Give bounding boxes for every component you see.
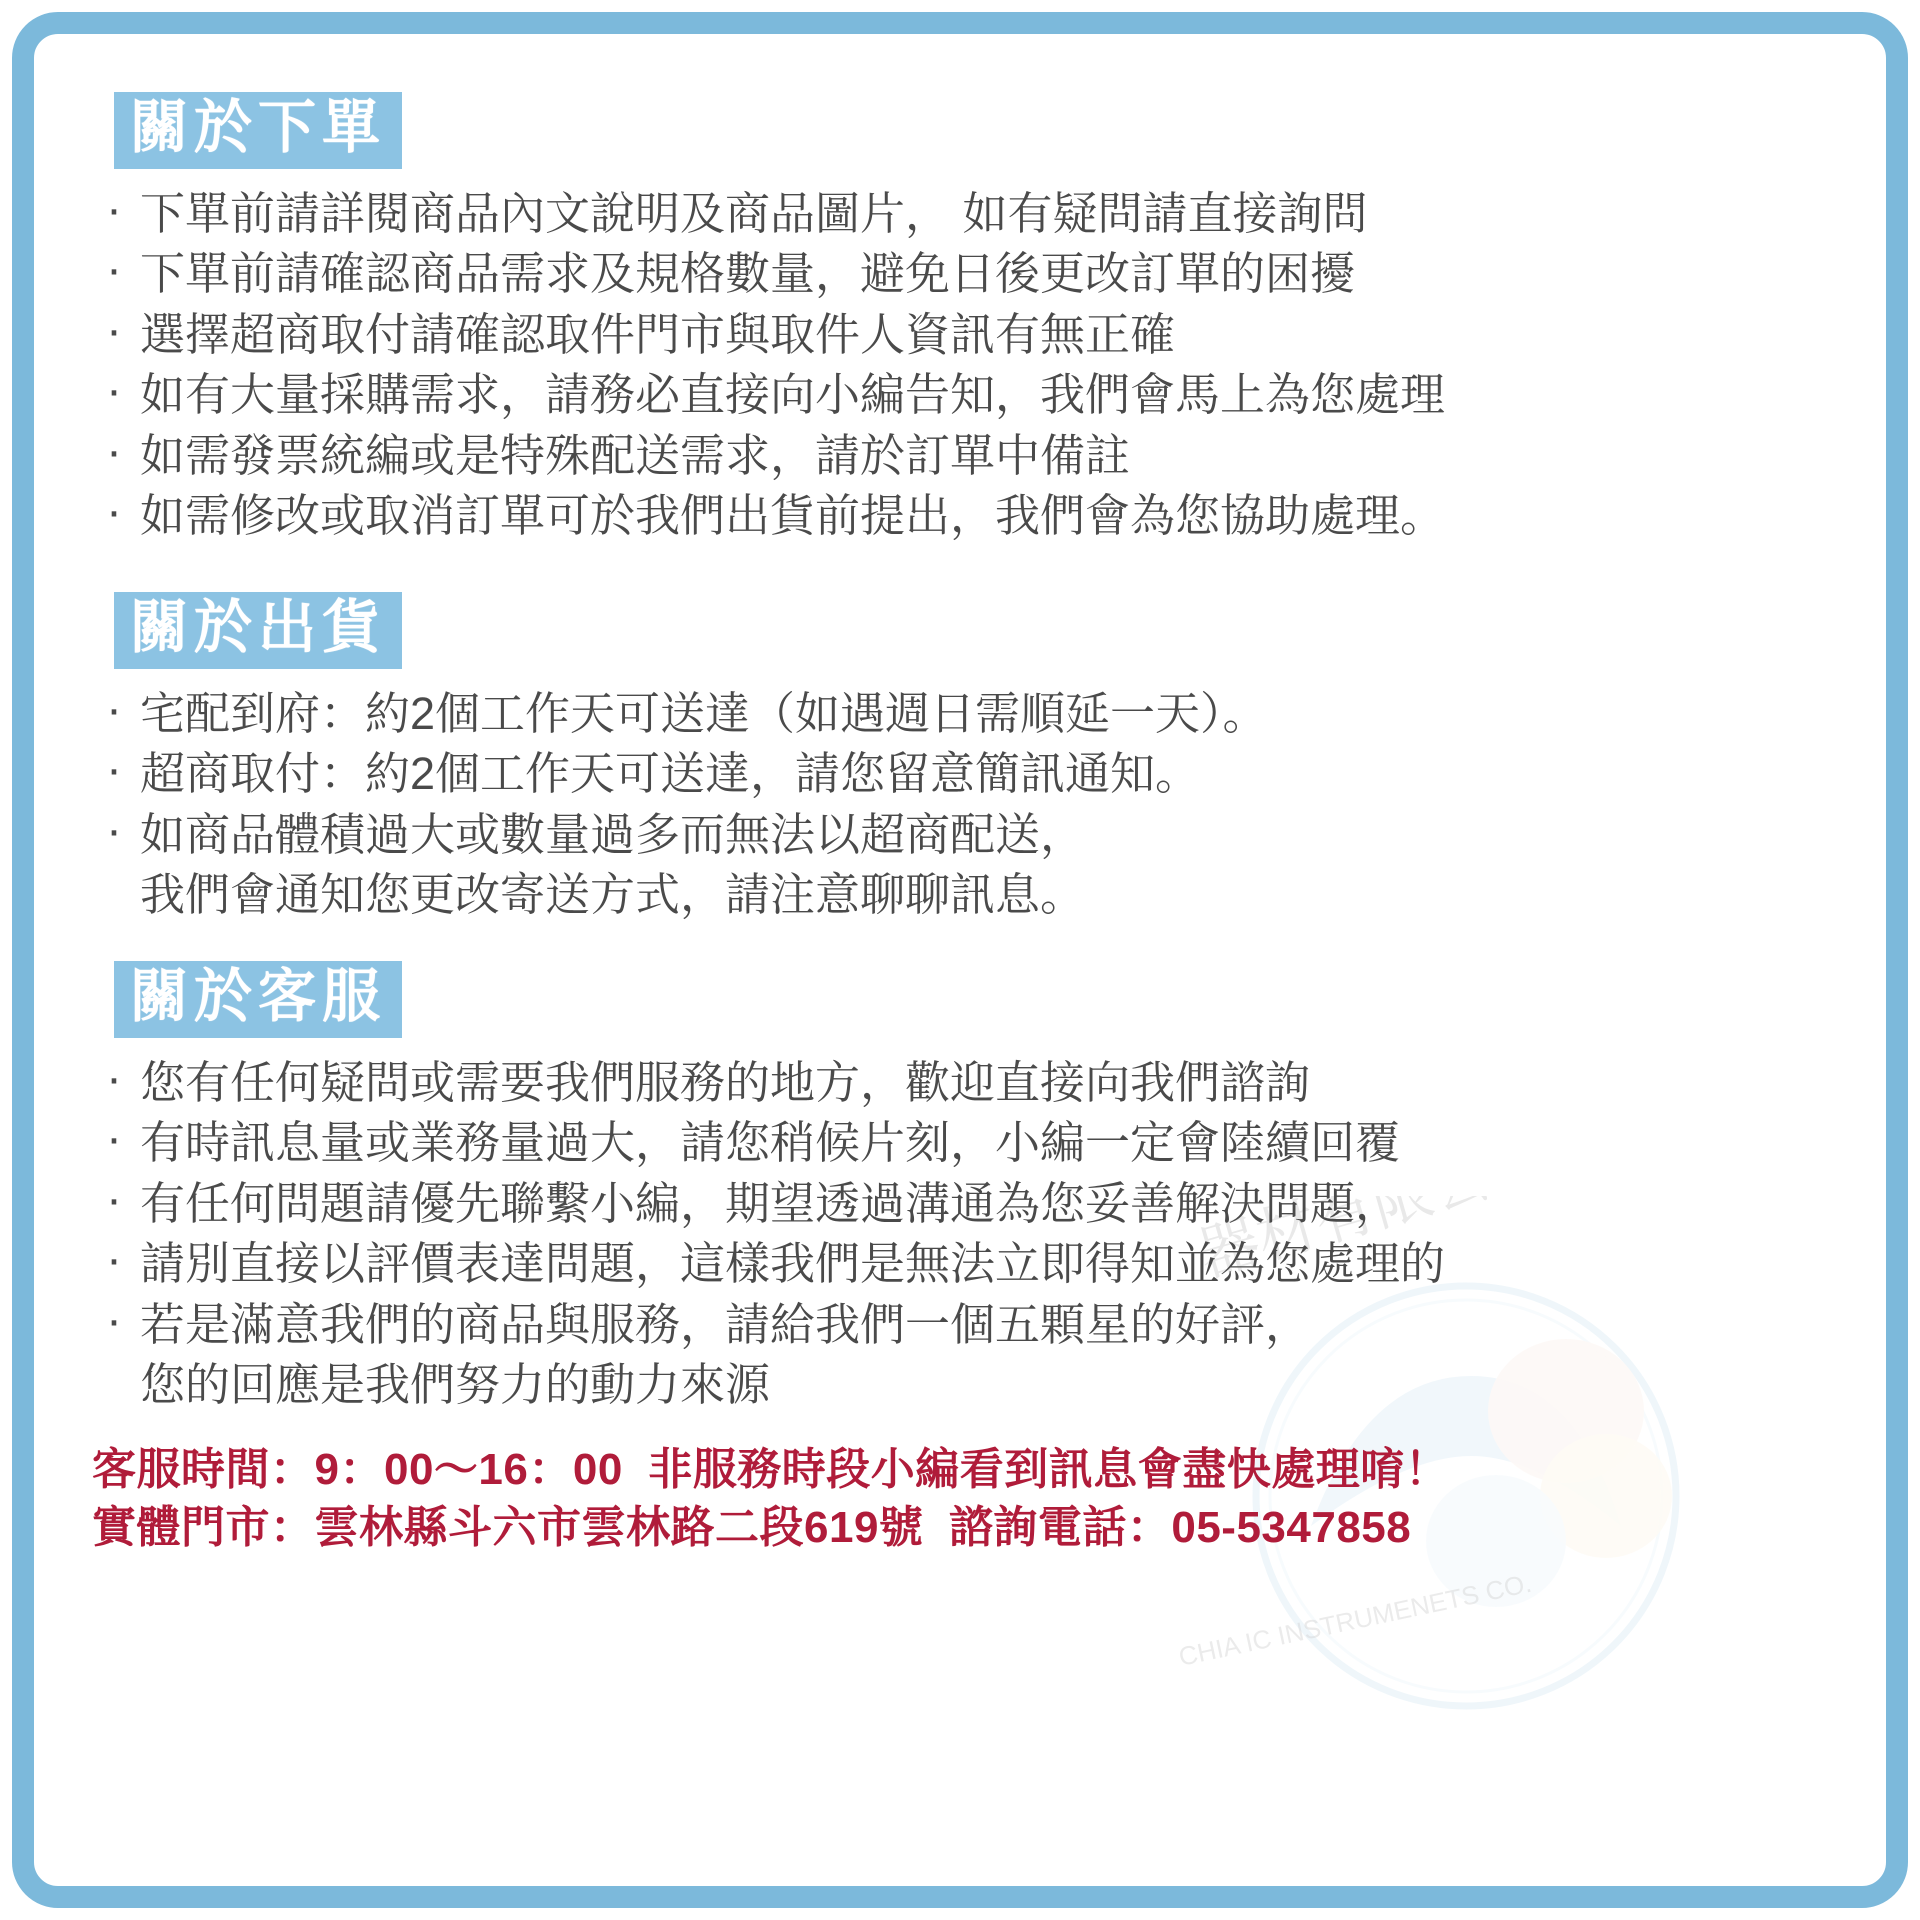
- section-shipping-heading-wrap: [114, 548, 1828, 669]
- section-shipping-list: [92, 685, 1828, 925]
- content-area: [34, 34, 1886, 1886]
- section-service-title: 關於客服: [114, 961, 402, 1038]
- section-order-heading-wrap: [114, 90, 1828, 169]
- list-item: · 若是滿意我們的商品與服務，請給我們一個五顆星的好評，: [98, 1296, 1828, 1355]
- rounded-border-frame: [12, 12, 1908, 1908]
- contact-footer: [92, 1441, 1828, 1557]
- section-order-title: 關於下單: [114, 92, 402, 169]
- store-address-line: 實體門市：雲林縣斗六市雲林路二段619號 諮詢電話：05-5347858: [92, 1502, 1412, 1552]
- watermark-text-top: 器材有限公司: [1191, 1196, 1556, 1289]
- section-service-list: [92, 1054, 1828, 1415]
- list-item-continuation: 您的回應是我們努力的動力來源: [140, 1359, 771, 1411]
- list-item: · 如需修改或取消訂單可於我們出貨前提出，我們會為您協助處理。: [98, 487, 1828, 546]
- watermark-text-bottom: CHIA IC INSTRUMENETS CO.: [1176, 1567, 1535, 1672]
- list-item: · 有任何問題請優先聯繫小編，期望透過溝通為您妥善解決問題，: [98, 1175, 1828, 1234]
- list-item-continuation: 我們會通知您更改寄送方式，請注意聊聊訊息。: [140, 869, 1086, 921]
- list-item: · 下單前請詳閱商品內文說明及商品圖片， 如有疑問請直接詢問: [98, 185, 1828, 244]
- list-item: · 超商取付：約2個工作天可送達，請您留意簡訊通知。: [98, 745, 1828, 804]
- list-item: · 如需發票統編或是特殊配送需求，請於訂單中備註: [98, 427, 1828, 486]
- list-item: · 請別直接以評價表達問題，這樣我們是無法立即得知並為您處理的: [98, 1235, 1828, 1294]
- list-item: · 有時訊息量或業務量過大，請您稍候片刻，小編一定會陸續回覆: [98, 1114, 1828, 1173]
- list-item: · 如有大量採購需求，請務必直接向小編告知，我們會馬上為您處理: [98, 366, 1828, 425]
- section-service-heading-wrap: [114, 927, 1828, 1038]
- list-item: · 如商品體積過大或數量過多而無法以超商配送，: [98, 806, 1828, 865]
- list-item: · 您有任何疑問或需要我們服務的地方，歡迎直接向我們諮詢: [98, 1054, 1828, 1113]
- section-shipping-title: 關於出貨: [114, 592, 402, 669]
- list-item: · 選擇超商取付請確認取件門市與取件人資訊有無正確: [98, 306, 1828, 365]
- section-order-list: [92, 185, 1828, 546]
- service-hours-line: 客服時間：9：00〜16：00 非服務時段小編看到訊息會盡快處理唷！: [92, 1444, 1450, 1494]
- list-item: · 宅配到府：約2個工作天可送達（如遇週日需順延一天）。: [98, 685, 1828, 744]
- list-item: · 下單前請確認商品需求及規格數量，避免日後更改訂單的困擾: [98, 245, 1828, 304]
